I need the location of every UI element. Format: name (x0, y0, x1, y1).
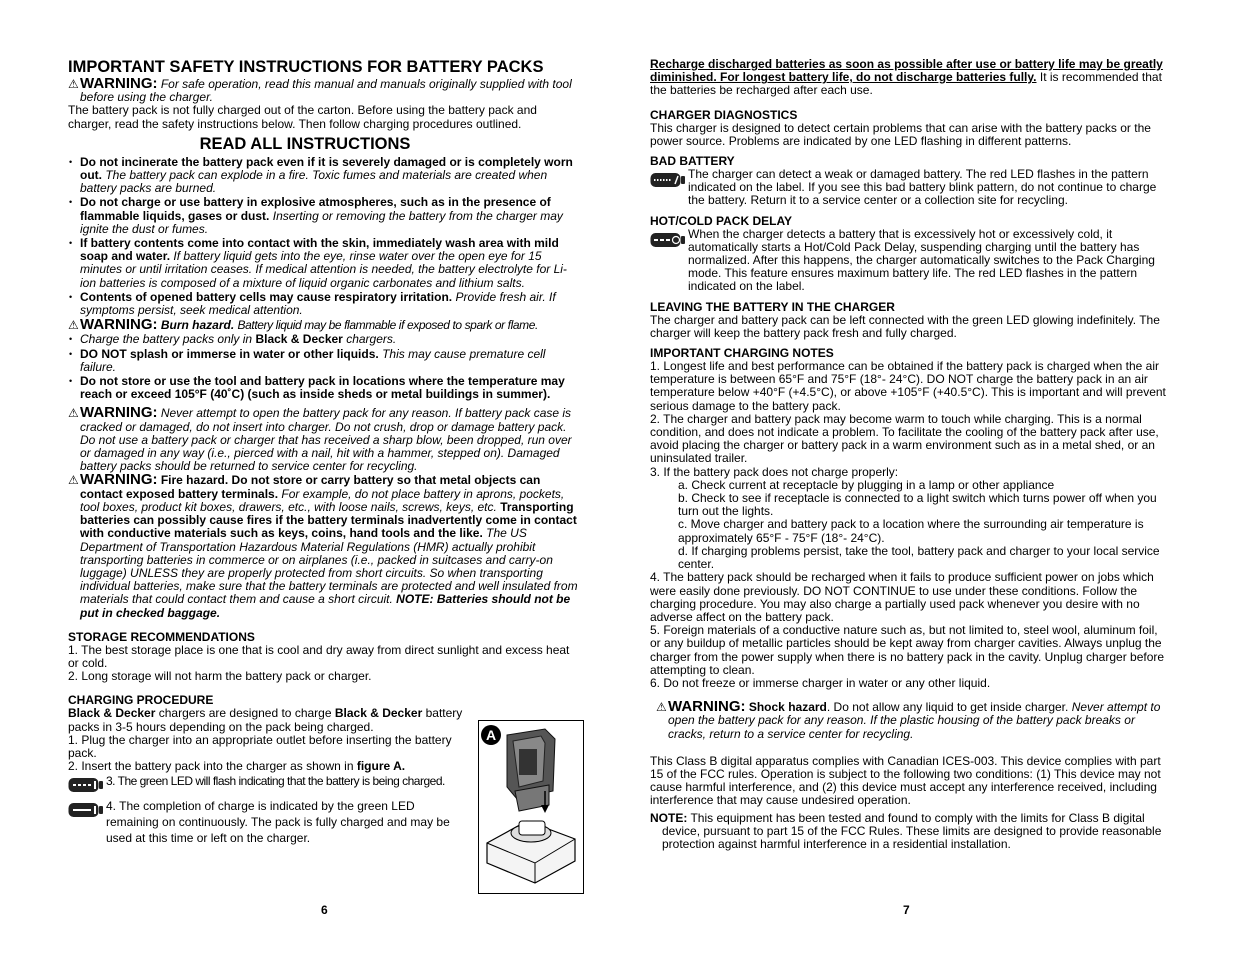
charging-note: 4. The battery pack should be recharged when it fails to produce sufficient power on jobs which were easily done previously. DO NOT CONTINUE to use under these conditions. Follow the charging procedure. You may also charge a partially used pack whenever you desire with no adverse affect on the battery pack. (650, 570, 1154, 624)
charging-step: 1. Plug the charger into an appropriate outlet before inserting the battery pack. (68, 732, 452, 760)
charging-step-3: 3. The green LED will flash indicating that the battery is being charged. (68, 773, 468, 798)
recharge-notice: Recharge discharged batteries as soon as possible after use or battery life may be greatly diminished. For longest battery life, do not discharge batteries fully. It is recommended that the batteries be recharged after each use. (650, 57, 1163, 98)
list-item: • Charge the battery packs only in Black & Decker chargers. (68, 333, 582, 346)
charging-step: 2. Insert the battery pack into the charger as shown in figure A. (68, 759, 406, 774)
warning-burn: ⚠WARNING: Burn hazard. Battery liquid may be flammable if exposed to spark or flame. (68, 316, 538, 334)
figure-label: A (485, 727, 497, 743)
list-item: • DO NOT splash or immerse in water or other liquids. This may cause premature cell failure. (68, 348, 582, 374)
charging-subnote: a. Check current at receptacle by plugging in a lamp or other appliance (678, 477, 1055, 492)
bad-battery-row: The charger can detect a weak or damaged battery. The red LED flashes in the pattern indicated on the label. If you see this bad battery blink pattern, do not continue to charge the battery. Return it to a service center or a collection site for recycling. (650, 168, 1170, 208)
list-item: • Contents of opened battery cells may cause respiratory irritation. Provide fresh air. If symptoms persist, seek medical attention. (68, 291, 582, 317)
warning-triangle-icon: ⚠ (68, 473, 79, 488)
hot-cold-heading: HOT/COLD PACK DELAY (650, 213, 793, 228)
green-led-flash-icon (68, 773, 106, 798)
charging-subnote: b. Check to see if receptacle is connected to a light switch which turns power off when you turn out the lights. (678, 491, 1157, 519)
safety-list (68, 156, 582, 317)
warning-fire: ⚠WARNING: Fire hazard. Do not store or carry battery so that metal objects can contact exposed battery terminals. For example, do not place battery in aprons, pockets, tool boxes, product kit boxes, drawers, etc., with loose nails, screws, keys, etc. Transporting batteries can possibly cause fires if the battery terminals inadvertently come in contact with conductive materials such as keys, coins, hand tools and the like. The US Department of Transportation Hazardous Material Regulations (HMR) actually prohibit transporting batteries in commerce or on airplanes (i.e., packed in suitcases and carry-on luggage) UNLESS they are properly protected from short circuits. So when transporting individual batteries, make sure that the battery terminals are protected and well insulated from materials that could contact them and cause a short circuit. NOTE: Batteries should not be put in checked baggage. (68, 471, 578, 620)
safety-list-2 (68, 333, 582, 401)
diagnostics-heading: CHARGER DIAGNOSTICS (650, 107, 798, 122)
hot-cold-delay-icon (650, 228, 688, 253)
list-item: • Do not incinerate the battery pack even if it is severely damaged or is completely worn out. The battery pack can explode in a fire. Toxic fumes and materials are created when battery packs are burned. (68, 156, 582, 196)
charging-intro: Black & Decker chargers are designed to charge Black & Decker battery packs in 3-5 hours depending on the pack being charged. (68, 706, 463, 734)
leaving-heading: LEAVING THE BATTERY IN THE CHARGER (650, 299, 895, 314)
charging-subnote: c. Move charger and battery pack to a location where the surrounding air temperature is approximately 65°F - 75°F (18°- 24°C). (678, 517, 1144, 545)
fcc-note: NOTE: This equipment has been tested and found to comply with the limits for Class B digital device, pursuant to part 15 of the FCC Rules. These limits are designed to provide reasonable protection against harmful interference in a residential installation. (650, 810, 1162, 851)
leaving-text: The charger and battery pack can be left connected with the green LED glowing indefinitely. The charger will keep the battery pack fresh and fully charged. (650, 312, 1160, 340)
charging-note: 2. The charger and battery pack may become warm to touch while charging. This is a normal condition, and does not indicate a problem. To facilitate the cooling of the battery pack after use, avoid placing the charger or battery pack in a warm environment such as in a metal shed, or an uninsulated trailer. (650, 411, 1159, 466)
list-item: • If battery contents come into contact with the skin, immediately wash area with mild soap and water. If battery liquid gets into the eye, rinse water over the open eye for 15 minutes or until irritation ceases. If medical attention is needed, the battery electrolyte for Li-ion batteries is composed of a mixture of liquid organic carbonates and lithium salts. (68, 237, 582, 290)
storage-item: 1. The best storage place is one that is cool and dry away from direct sunlight and excess heat or cold. (68, 642, 570, 670)
warning-open-pack: ⚠WARNING: Never attempt to open the battery pack for any reason. If battery pack case is cracked or damaged, do not insert into charger. Do not crush, drop or damage battery pack. Do not use a battery pack or charger that has received a sharp blow, been dropped, run over or damaged in any way (i.e., pierced with a nail, hit with a hammer, stepped on). Damaged battery packs should be returned to service center for recycling. (68, 404, 572, 474)
list-item: • Do not store or use the tool and battery pack in locations where the temperature may reach or exceed 105°F (40˚C) (such as inside sheds or metal buildings in summer). (68, 375, 582, 401)
list-item: • Do not charge or use battery in explosive atmospheres, such as in the presence of flammable liquids, gases or dust. Inserting or removing the battery from the charger may ignite the dust or fumes. (68, 196, 582, 236)
charging-subnote: d. If charging problems persist, take the tool, battery pack and charger to your local service center. (678, 543, 1160, 572)
charging-section (68, 693, 468, 846)
bad-battery-icon (650, 168, 688, 193)
bad-battery-heading: BAD BATTERY (650, 154, 735, 169)
warning-triangle-icon: ⚠ (68, 318, 79, 333)
page-number-right: 7 (903, 903, 910, 917)
warning-triangle-icon: ⚠ (68, 406, 79, 421)
warning-shock: ⚠WARNING: Shock hazard. Do not allow any liquid to get inside charger. Never attempt to open the battery pack for any reason. If the plastic housing of the battery pack breaks or cracks, return to a service center for recycling. (656, 698, 1161, 741)
warning-triangle-icon: ⚠ (68, 77, 79, 91)
charging-step-4: 4. The completion of charge is indicated by the green LED remaining on continuously. The pack is fully charged and may be used at this time or left on the charger. (68, 798, 468, 846)
warning-triangle-icon: ⚠ (656, 700, 667, 715)
page-title: IMPORTANT SAFETY INSTRUCTIONS FOR BATTERY PACKS (68, 58, 544, 76)
right-page (650, 58, 1170, 851)
charging-note: 3. If the battery pack does not charge properly: (650, 464, 899, 479)
figure-a (478, 720, 584, 894)
charging-heading: CHARGING PROCEDURE (68, 693, 214, 708)
hot-cold-row: When the charger detects a battery that is excessively hot or excessively cold, it automatically starts a Hot/Cold Pack Delay, suspending charging until the battery has normalized. After this happens, the charger automatically switches to the Pack Charging mode. This feature ensures maximum battery life. The red LED flashes in the pattern indicated on the label. (650, 228, 1170, 294)
read-all-heading: READ ALL INSTRUCTIONS (199, 134, 411, 153)
page-number-left: 6 (321, 903, 328, 917)
warning-operation: ⚠WARNING: For safe operation, read this manual and manuals originally supplied with tool before using the charger. (68, 75, 572, 105)
charging-note: 6. Do not freeze or immerse charger in water or any other liquid. (650, 675, 991, 690)
green-led-solid-icon (68, 798, 106, 823)
charging-note: 5. Foreign materials of a conductive nature such as, but not limited to, steel wool, aluminum foil, or any buildup of metallic particles should be kept away from charger cavities. Always unplug the charger from the power supply when there is no battery pack in the cavity. Unplug charger before attempting to clean. (650, 623, 1165, 677)
intro-text: The battery pack is not fully charged out of the carton. Before using the battery pack and charger, read the safety instructions below. Then follow charging procedures outlined. (68, 103, 537, 131)
storage-item: 2. Long storage will not harm the battery pack or charger. (68, 669, 372, 684)
diagnostics-text: This charger is designed to detect certain problems that can arise with the battery packs or the power source. Problems are indicated by one LED flashing in different patterns. (650, 120, 1151, 148)
storage-heading: STORAGE RECOMMENDATIONS (68, 629, 255, 644)
class-b-statement: This Class B digital apparatus complies with Canadian ICES-003. This device complies with part 15 of the FCC rules. Operation is subject to the following two conditions: (1) This device may not cause harmful interference, and (2) this device must accept any interference received, including interference that may cause undesired operation. (650, 753, 1161, 808)
charging-note: 1. Longest life and best performance can be obtained if the battery pack is charged when the air temperature is between 65°F and 75°F (18°- 24°C). DO NOT charge the battery pack in an air temperature below +40°F (+4.5°C), or above +105°F (+40.5°C). This is important and will prevent serious damage to the battery pack. (650, 359, 1166, 413)
notes-heading: IMPORTANT CHARGING NOTES (650, 346, 834, 361)
